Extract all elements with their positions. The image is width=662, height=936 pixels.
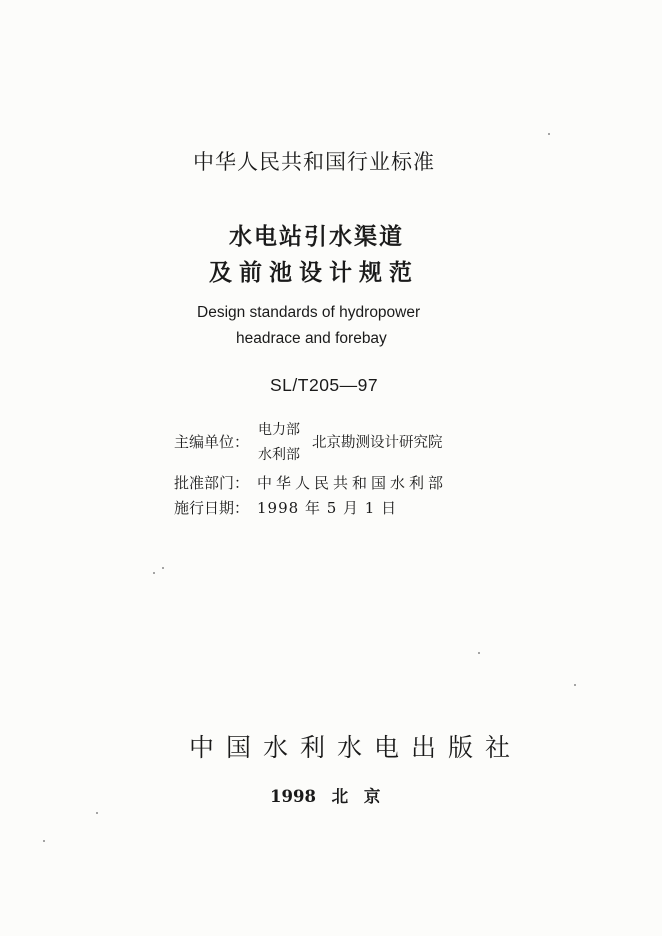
scan-speck: [153, 572, 155, 574]
standard-code: SL/T205—97: [270, 375, 379, 395]
editor-unit-line-1: 电力部: [258, 422, 300, 438]
scan-speck: [43, 840, 45, 842]
editor-unit-main: 北京勘测设计研究院: [312, 435, 443, 451]
scan-speck: [574, 684, 576, 686]
approval-label: 批准部门：: [174, 474, 250, 492]
title-line-2: 及前池设计规范: [209, 259, 419, 286]
scan-speck: [96, 812, 98, 814]
publication-year-place: 1998 北 京: [270, 787, 381, 806]
editor-label: 主编单位：: [174, 433, 250, 451]
scan-speck: [162, 567, 164, 569]
title-line-1: 水电站引水渠道: [229, 223, 404, 250]
effective-date-value: 1998 年 5 月 1 日: [257, 499, 398, 517]
english-title-line-2: headrace and forebay: [236, 330, 387, 347]
standard-type: 中华人民共和国行业标准: [193, 150, 435, 174]
scan-speck: [478, 652, 480, 654]
publisher: 中国水利水电出版社: [189, 733, 523, 762]
editor-unit-line-2: 水利部: [258, 447, 300, 463]
effective-date-label: 施行日期：: [174, 499, 250, 517]
english-title-line-1: Design standards of hydropower: [197, 304, 421, 321]
approval-value: 中华人民共和国水利部: [257, 474, 448, 492]
scan-speck: [548, 133, 550, 135]
